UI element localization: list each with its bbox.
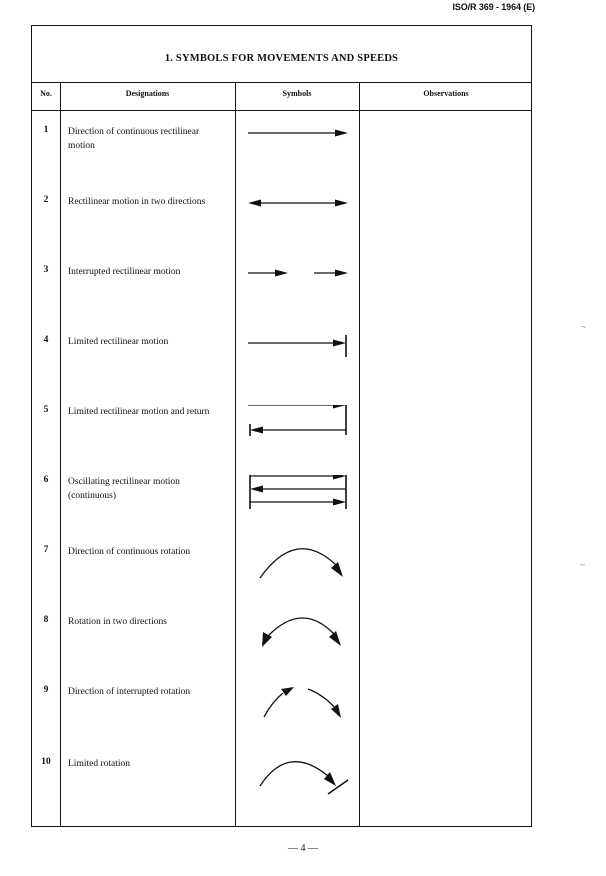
row-number: 5 xyxy=(43,405,49,415)
row-number: 9 xyxy=(43,685,49,695)
row-number: 4 xyxy=(43,335,49,345)
row-designation: Direction of interrupted rotation xyxy=(68,687,191,697)
row-designation: Oscillating rectilinear motion (continuous) xyxy=(68,477,180,501)
row-designation: Rotation in two directions xyxy=(68,617,167,627)
row-number: 1 xyxy=(43,125,49,135)
row-designation: Limited rectilinear motion and return xyxy=(68,407,210,417)
table-row xyxy=(32,757,531,827)
column-header-symbols: Symbols xyxy=(282,89,312,98)
table-row xyxy=(32,685,531,755)
row-designation: Direction of continuous rotation xyxy=(68,547,191,557)
row-number: 6 xyxy=(43,475,49,485)
row-designation: Rectilinear motion in two directions xyxy=(68,197,206,207)
margin-mark: ~ xyxy=(581,322,586,332)
table-title: 1. SYMBOLS FOR MOVEMENTS AND SPEEDS xyxy=(164,53,399,64)
table-row xyxy=(32,615,531,685)
limited-return-icon xyxy=(236,405,362,475)
page-number: — 4 — xyxy=(288,843,318,854)
row-number: 7 xyxy=(43,545,49,555)
table-row xyxy=(32,265,531,335)
row-number: 8 xyxy=(43,615,49,625)
title-divider xyxy=(32,82,531,83)
row-designation: Interrupted rectilinear motion xyxy=(68,267,181,277)
arrow-right-icon xyxy=(236,125,362,195)
column-header-no: No. xyxy=(40,89,52,98)
table-row xyxy=(32,475,531,545)
header-divider xyxy=(32,110,531,111)
table-row xyxy=(32,405,531,475)
interrupted-rotation-icon xyxy=(236,685,362,755)
limited-rotation-icon xyxy=(236,757,362,827)
rotation-two-directions-icon xyxy=(236,615,362,685)
interrupted-arrow-icon xyxy=(236,265,362,335)
row-number: 10 xyxy=(41,757,51,767)
symbols-table xyxy=(31,25,532,827)
table-row xyxy=(32,125,531,195)
row-number: 3 xyxy=(43,265,49,275)
table-row xyxy=(32,335,531,405)
column-header-designations: Designations xyxy=(125,89,170,98)
row-designation: Direction of continuous rectilinear motion xyxy=(68,127,200,151)
column-header-observations: Observations xyxy=(423,89,469,98)
double-arrow-icon xyxy=(236,195,362,265)
table-row xyxy=(32,545,531,615)
rotation-icon xyxy=(236,545,362,615)
limited-arrow-icon xyxy=(236,335,362,405)
row-number: 2 xyxy=(43,195,49,205)
row-designation: Limited rectilinear motion xyxy=(68,337,169,347)
row-designation: Limited rotation xyxy=(68,759,131,769)
table-row xyxy=(32,195,531,265)
margin-mark: ~ xyxy=(580,560,585,570)
oscillating-icon xyxy=(236,475,362,545)
document-reference: ISO/R 369 - 1964 (E) xyxy=(452,2,535,12)
